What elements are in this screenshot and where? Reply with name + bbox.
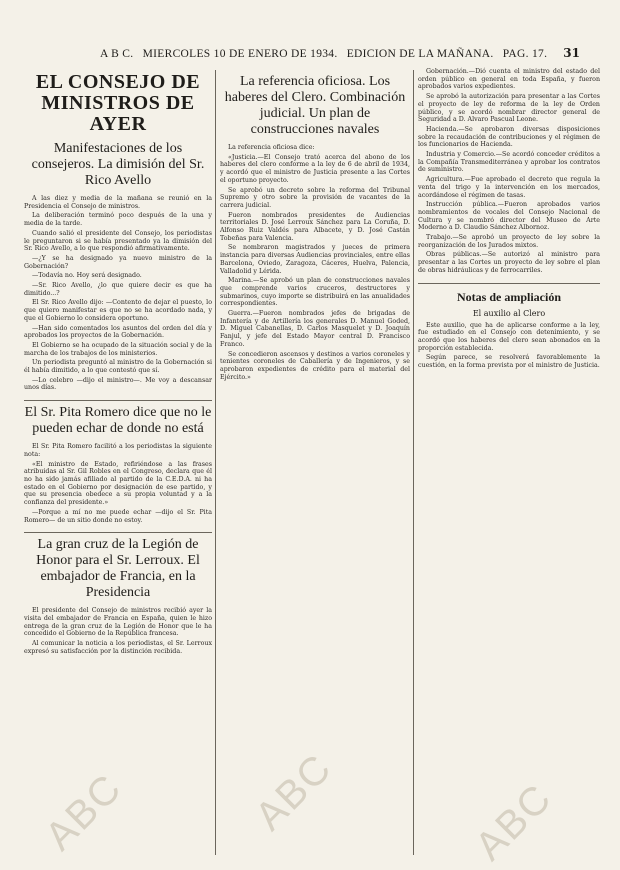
article-title: EL CONSEJO DE MINISTROS DE AYER bbox=[35, 71, 201, 135]
paragraph: Fueron nombrados presidentes de Audiencias territoriales D. José Lerroux Sánchez para La Coruña, D. Alfonso Ruiz Valdés para Albacete, y D. José Castán Tobeñas para Valencia. bbox=[220, 211, 410, 242]
article-title: La referencia oficiosa. Los haberes del Clero. Combinación judicial. Un plan de construcciones navales bbox=[224, 74, 406, 137]
corner-page-number: 31 bbox=[563, 46, 580, 60]
paragraph: —Porque a mí no me puede echar —dijo el Sr. Pita Romero— de un sitio donde no estoy. bbox=[24, 508, 212, 524]
paragraph: Este auxilio, que ha de aplicarse conforme a la ley, fue estudiado en el Consejo con detenimiento, y se acordó que los haberes del clero sean abonados en la proporción establecida. bbox=[418, 321, 600, 352]
section-subtitle: El auxilio al Clero bbox=[472, 308, 546, 318]
section-title: El Sr. Pita Romero dice que no le pueden echar de donde no está bbox=[24, 400, 212, 437]
paragraph: Se nombraron magistrados y jueces de primera instancia para diversas Audiencias provinciales, entre ellas Barcelona, Oviedo, Zaragoza, Cáceres, Huelva, Palencia, Valladolid y Lérida. bbox=[220, 244, 410, 275]
paragraph: —Todavía no. Hoy será designado. bbox=[32, 272, 142, 280]
paragraph: Instrucción pública.—Fueron aprobados varios nombramientos de vocales del Consejo Nacional de Cultura y se nombró director del Museo de Arte Moderno a D. Claudio Sánchez Albornoz. bbox=[418, 201, 600, 232]
paragraph: El Sr. Rico Avello dijo: —Contento de dejar el puesto, lo que quiero manifestar es que no se ha acordado nada, y que el Gobierno lo considera oportuno. bbox=[24, 299, 212, 322]
paragraph: Trabajo.—Se aprobó un proyecto de ley sobre la reorganización de los Jurados mixtos. bbox=[418, 234, 600, 249]
paragraph: Se aprobó un decreto sobre la reforma del Tribunal Supremo y otro sobre la provisión de vacantes de la carrera judicial. bbox=[220, 186, 410, 209]
paragraph: La referencia oficiosa dice: bbox=[228, 144, 315, 151]
paragraph: Al comunicar la noticia a los periodistas, el Sr. Lerroux expresó su satisfacción por la distinción recibida. bbox=[24, 640, 212, 655]
header-edition: EDICION DE LA MAÑANA. bbox=[346, 48, 494, 60]
section-title: La gran cruz de la Legión de Honor para el Sr. Lerroux. El embajador de Francia, en la Presidencia bbox=[24, 532, 212, 601]
column-3 bbox=[418, 68, 600, 372]
header-paper: A B C. bbox=[100, 48, 134, 60]
paragraph: Se concedieron ascensos y destinos a varios coroneles y tenientes coroneles de Caballería y de Ingenieros, y se aprobaron expedientes de crédito para el material del Ejército.» bbox=[220, 350, 410, 381]
paragraph: Marina.—Se aprobó un plan de construcciones navales que comprende varios cruceros, destructores y submarinos, cuyo importe se distribuirá en las anualidades correspondientes. bbox=[220, 277, 410, 308]
paragraph: La deliberación terminó poco después de la una y media de la tarde. bbox=[24, 212, 212, 228]
paragraph: —Lo celebro —dijo el ministro—. Me voy a descansar unos días. bbox=[24, 376, 212, 392]
watermark-logo: ABC bbox=[467, 775, 561, 869]
paragraph: Obras públicas.—Se autorizó al ministro para presentar a las Cortes un proyecto de ley sobre el plan de obras hidráulicas y de ferrocarriles. bbox=[418, 251, 600, 274]
paragraph: «El ministro de Estado, refiriéndose a las frases atribuidas al Sr. Gil Robles en el Congreso, declara que él no ha sido jamás afiliado al partido de la C.E.D.A. ni ha estado en el Gobierno por designación de ese partido, y que su presencia obedece a su propia voluntad y a la confianza del presidente.» bbox=[24, 460, 212, 507]
paragraph: Industria y Comercio.—Se acordó conceder créditos a la Compañía Transmediterránea y aprobar los contratos de suministro. bbox=[418, 151, 600, 174]
paragraph: —¿Y se ha designado ya nuevo ministro de la Gobernación? bbox=[24, 254, 212, 270]
column-1 bbox=[24, 68, 212, 657]
header-date: MIERCOLES 10 DE ENERO DE 1934. bbox=[142, 48, 338, 60]
paragraph: Cuando salió el presidente del Consejo, los periodistas le preguntaron si se había presentado ya la dimisión del Sr. Rico Avello, a lo que respondió afirmativamente. bbox=[24, 229, 212, 253]
paragraph: Agricultura.—Fue aprobado el decreto que regula la venta del trigo y la intervención en los mercados, acordándose el régimen de tasas. bbox=[418, 176, 600, 199]
paragraph: A las diez y media de la mañana se reunió en la Presidencia el Consejo de ministros. bbox=[24, 195, 212, 210]
article-subtitle: Manifestaciones de los consejeros. La dimisión del Sr. Rico Avello bbox=[31, 141, 205, 188]
paragraph: Guerra.—Fueron nombrados jefes de brigadas de Infantería y de Artillería los generales D. Manuel Goded, D. Miguel Cabanellas, D. Carlos Masquelet y D. Joaquín Fanjul, y jefe del Estado Mayor central D. Francisco Franco. bbox=[220, 310, 410, 348]
paragraph: El Sr. Pita Romero facilitó a los periodistas la siguiente nota: bbox=[24, 443, 212, 458]
paragraph: El Gobierno se ha ocupado de la situación social y de la marcha de los trabajos de los ministerios. bbox=[24, 341, 212, 357]
section-title: Notas de ampliación bbox=[418, 283, 600, 305]
column-rule bbox=[215, 70, 216, 855]
watermark-logo: ABC bbox=[37, 765, 131, 859]
column-2 bbox=[220, 68, 410, 383]
paragraph: —Sr. Rico Avello, ¿lo que quiere decir es que ha dimitido...? bbox=[24, 282, 212, 297]
watermark-logo: ABC bbox=[247, 745, 341, 839]
paragraph: —Han sido comentados los asuntos del orden del día y aprobados los proyectos de la Gobernación. bbox=[24, 324, 212, 340]
paragraph: Gobernación.—Dió cuenta el ministro del estado del orden público en general en toda España, y fueron aprobados varios expedientes. bbox=[418, 68, 600, 91]
paragraph: «Justicia.—El Consejo trató acerca del abono de los haberes del clero conforme a la ley de 6 de abril de 1934, y acordó que el ministro de Justicia presente a las Cortes el oportuno proyecto. bbox=[220, 153, 410, 184]
page-header bbox=[100, 48, 548, 66]
paragraph: El presidente del Consejo de ministros recibió ayer la visita del embajador de Francia en España, quien le hizo entrega de la gran cruz de la Legión de Honor que le ha concedido el Gobierno de la República francesa. bbox=[24, 607, 212, 638]
paragraph: Se aprobó la autorización para presentar a las Cortes el proyecto de ley de reforma de la ley de Orden público, y se acordó nombrar director general de Seguridad a D. Alvaro Pascual Leone. bbox=[418, 93, 600, 124]
paragraph: Hacienda.—Se aprobaron diversas disposiciones sobre la recaudación de contribuciones y el régimen de los funcionarios de Hacienda. bbox=[418, 125, 600, 149]
column-rule bbox=[413, 70, 414, 855]
paragraph: Un periodista preguntó al ministro de la Gobernación si él había dimitido, a lo que contestó que sí. bbox=[24, 359, 212, 375]
header-page: PAG. 17. bbox=[502, 48, 548, 60]
paragraph: Según parece, se resolverá favorablemente la cuestión, en la forma prevista por el ministro de Justicia. bbox=[418, 354, 600, 370]
